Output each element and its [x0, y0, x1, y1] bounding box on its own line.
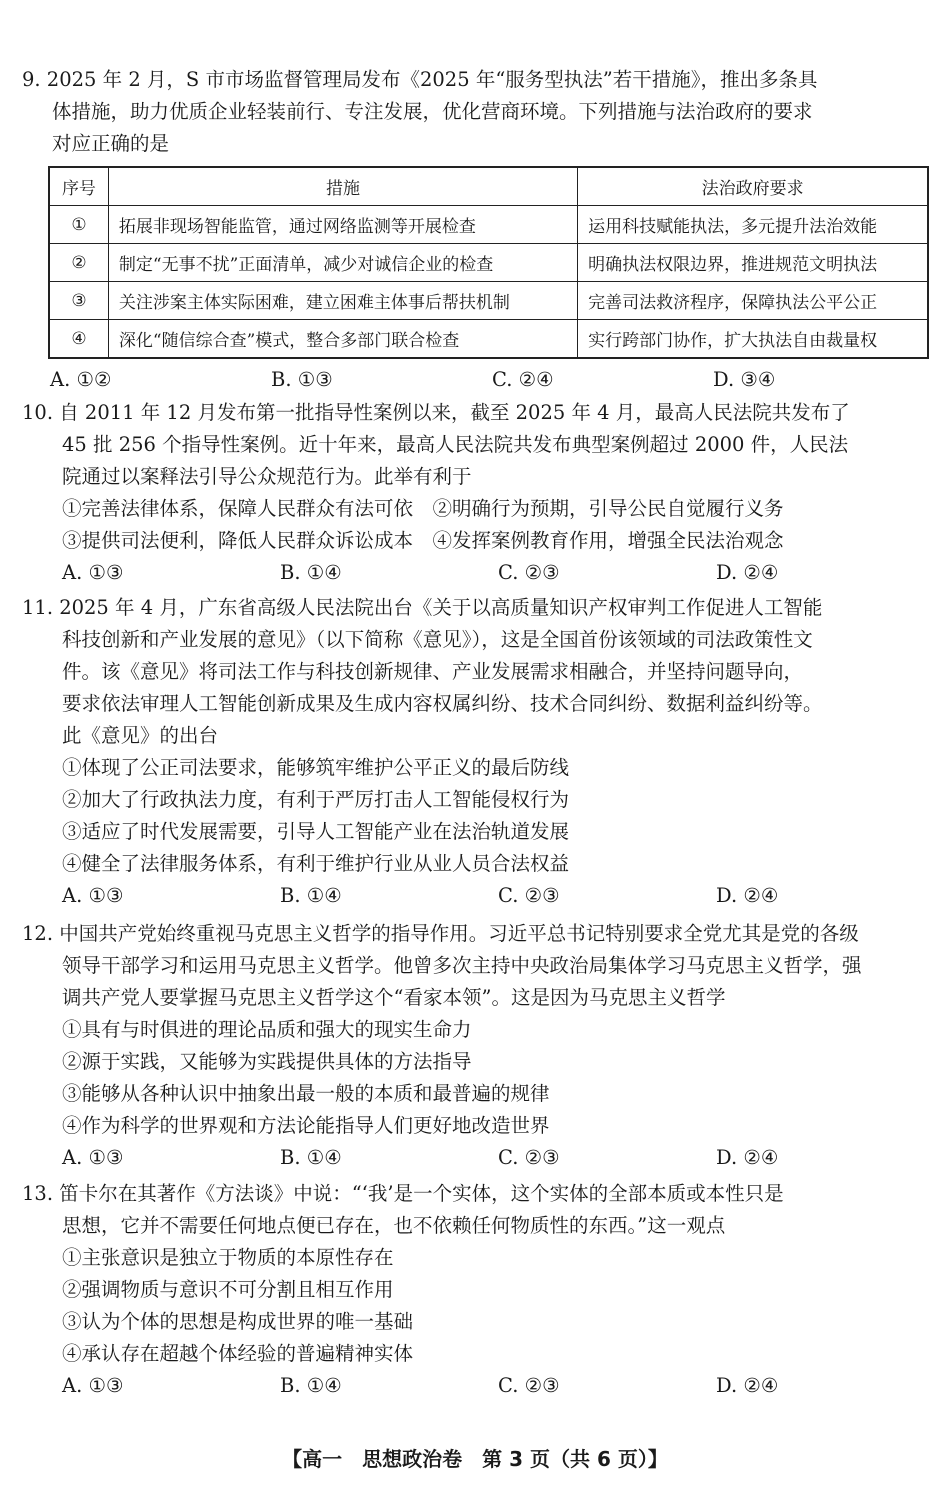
question-text-line: 45 批 256 个指导性案例。近十年来，最高人民法院共发布典型案例超过 2000 件，人民法 [62, 433, 849, 456]
statement-line: ①主张意识是独立于物质的本原性存在 [62, 1246, 394, 1269]
question-text-line: 体措施，助力优质企业轻装前行、专注发展，优化营商环境。下列措施与法治政府的要求 [52, 100, 813, 123]
statement-line: ③提供司法便利，降低人民群众诉讼成本 ④发挥案例教育作用，增强全民法治观念 [62, 529, 784, 552]
question-text-line: 件。该《意见》将司法工作与科技创新规律、产业发展需求相融合，并坚持问题导向， [62, 660, 804, 683]
option-c[interactable]: C. ②③ [498, 561, 560, 584]
table-header: 序号 [49, 167, 108, 206]
table-cell: 实行跨部门协作，扩大执法自由裁量权 [578, 320, 928, 359]
option-a[interactable]: A. ①③ [62, 1146, 124, 1169]
statement-line: ②强调物质与意识不可分割且相互作用 [62, 1278, 394, 1301]
table-cell: ④ [49, 320, 108, 359]
question-13 [22, 1178, 934, 1402]
table-cell: 深化“随信综合查”模式，整合多部门联合检查 [108, 320, 577, 359]
option-a[interactable]: A. ①③ [62, 561, 124, 584]
option-c[interactable]: C. ②③ [498, 884, 560, 907]
table-cell: 拓展非现场智能监管，通过网络监测等开展检查 [108, 206, 577, 244]
option-a[interactable]: A. ①③ [62, 1374, 124, 1397]
page-footer: 【高一 思想政治卷 第 3 页（共 6 页）】 [282, 1447, 668, 1471]
question-text-line: 思想，它并不需要任何地点便已存在，也不依赖任何物质性的东西。”这一观点 [62, 1214, 726, 1237]
table-cell: ② [49, 244, 108, 282]
table-header: 法治政府要求 [578, 167, 928, 206]
option-d[interactable]: D. ②④ [716, 884, 779, 907]
question-9-options [22, 364, 934, 396]
question-text-line: 此《意见》的出台 [62, 724, 219, 747]
option-b[interactable]: B. ①④ [280, 1374, 342, 1397]
statement-line: ①具有与时俱进的理论品质和强大的现实生命力 [62, 1018, 472, 1041]
table-cell: 关注涉案主体实际困难，建立困难主体事后帮扶机制 [108, 282, 577, 320]
table-row [49, 206, 928, 244]
question-10 [22, 397, 934, 589]
option-b[interactable]: B. ①④ [280, 884, 342, 907]
question-9 [22, 64, 934, 160]
option-a[interactable]: A. ①③ [62, 884, 124, 907]
option-b[interactable]: B. ①④ [280, 561, 342, 584]
option-a[interactable]: A. ①② [50, 368, 112, 391]
option-d[interactable]: D. ②④ [716, 1146, 779, 1169]
table-cell: ③ [49, 282, 108, 320]
statement-line: ①完善法律体系，保障人民群众有法可依 ②明确行为预期，引导公民自觉履行义务 [62, 497, 784, 520]
table-row [49, 320, 928, 359]
table-row [49, 244, 928, 282]
question-text-line: 9. 2025 年 2 月，S 市市场监督管理局发布《2025 年“服务型执法”若干措施》，推出多条具 [22, 68, 818, 91]
statement-line: ④承认存在超越个体经验的普遍精神实体 [62, 1342, 414, 1365]
table-cell: ① [49, 206, 108, 244]
option-d[interactable]: D. ②④ [716, 1374, 779, 1397]
table-cell: 制定“无事不扰”正面清单，减少对诚信企业的检查 [108, 244, 577, 282]
question-text-line: 13. 笛卡尔在其著作《方法谈》中说：“‘我’是一个实体，这个实体的全部本质或本性只是 [22, 1182, 784, 1205]
option-b[interactable]: B. ①④ [280, 1146, 342, 1169]
option-c[interactable]: C. ②③ [498, 1374, 560, 1397]
question-text-line: 12. 中国共产党始终重视马克思主义哲学的指导作用。习近平总书记特别要求全党尤其是党的各级 [22, 922, 859, 945]
question-text-line: 11. 2025 年 4 月，广东省高级人民法院出台《关于以高质量知识产权审判工作促进人工智能 [22, 596, 823, 619]
option-c[interactable]: C. ②③ [498, 1146, 560, 1169]
option-d[interactable]: D. ②④ [716, 561, 779, 584]
statement-line: ④健全了法律服务体系，有利于维护行业从业人员合法权益 [62, 852, 570, 875]
table-cell: 完善司法救济程序，保障执法公平公正 [578, 282, 928, 320]
question-11 [22, 592, 934, 912]
option-b[interactable]: B. ①③ [271, 368, 333, 391]
question-text-line: 调共产党人要掌握马克思主义哲学这个“看家本领”。这是因为马克思主义哲学 [62, 986, 726, 1009]
question-text-line: 10. 自 2011 年 12 月发布第一批指导性案例以来，截至 2025 年 4 月，最高人民法院共发布了 [22, 401, 850, 424]
option-d[interactable]: D. ③④ [713, 368, 776, 391]
measures-table [48, 166, 929, 359]
question-text-line: 领导干部学习和运用马克思主义哲学。他曾多次主持中央政治局集体学习马克思主义哲学，强 [62, 954, 862, 977]
question-text-line: 院通过以案释法引导公众规范行为。此举有利于 [62, 465, 472, 488]
table-cell: 运用科技赋能执法，多元提升法治效能 [578, 206, 928, 244]
question-text-line: 科技创新和产业发展的意见》（以下简称《意见》），这是全国首份该领域的司法政策性文 [62, 628, 813, 651]
question-text-line: 对应正确的是 [52, 132, 170, 155]
table-header-row [49, 167, 928, 206]
statement-line: ④作为科学的世界观和方法论能指导人们更好地改造世界 [62, 1114, 550, 1137]
option-c[interactable]: C. ②④ [492, 368, 554, 391]
table-row [49, 282, 928, 320]
statement-line: ③适应了时代发展需要，引导人工智能产业在法治轨道发展 [62, 820, 570, 843]
question-text-line: 要求依法审理人工智能创新成果及生成内容权属纠纷、技术合同纠纷、数据利益纠纷等。 [62, 692, 823, 715]
question-12 [22, 918, 934, 1174]
statement-line: ②加大了行政执法力度，有利于严厉打击人工智能侵权行为 [62, 788, 570, 811]
statement-line: ②源于实践，又能够为实践提供具体的方法指导 [62, 1050, 472, 1073]
table-cell: 明确执法权限边界，推进规范文明执法 [578, 244, 928, 282]
table-header: 措施 [108, 167, 577, 206]
statement-line: ③认为个体的思想是构成世界的唯一基础 [62, 1310, 414, 1333]
statement-line: ①体现了公正司法要求，能够筑牢维护公平正义的最后防线 [62, 756, 570, 779]
statement-line: ③能够从各种认识中抽象出最一般的本质和最普遍的规律 [62, 1082, 550, 1105]
